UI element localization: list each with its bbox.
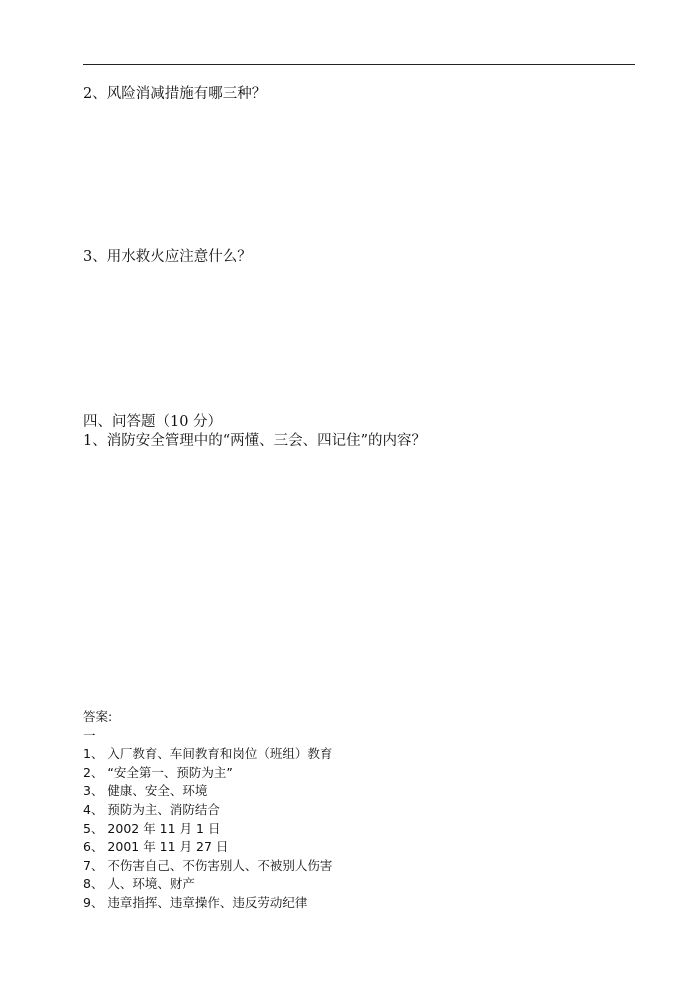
answer-key-title: 答案: [83,709,113,724]
section-4-heading: 四、问答题（10 分） [83,414,223,430]
answer-list [83,745,332,912]
answer-item: 2、 “安全第一、预防为主” [83,764,233,780]
answer-item: 6、 2001 年 11 月 27 日 [83,839,229,855]
answer-section-label: 一 [83,727,96,743]
header-rule [83,64,635,65]
answer-item: 5、 2002 年 11 月 1 日 [83,820,221,836]
answer-item: 4、 预防为主、消防结合 [83,801,220,817]
question-3: 3、用水救火应注意什么？ [83,249,252,265]
section-4-question-1: 1、消防安全管理中的“两懂、三会、四记住”的内容？ [83,433,427,449]
answer-item: 9、 违章指挥、违章操作、违反劳动纪律 [83,894,308,910]
question-2: 2、风险消减措施有哪三种？ [83,86,267,102]
answer-item: 3、 健康、安全、环境 [83,783,208,799]
answer-item: 7、 不伤害自己、不伤害别人、不被别人伤害 [83,857,333,873]
answer-item: 8、 人、环境、财产 [83,876,195,892]
answer-item: 1、 入厂教育、车间教育和岗位（班组）教育 [83,746,333,762]
answer-key [83,708,332,913]
